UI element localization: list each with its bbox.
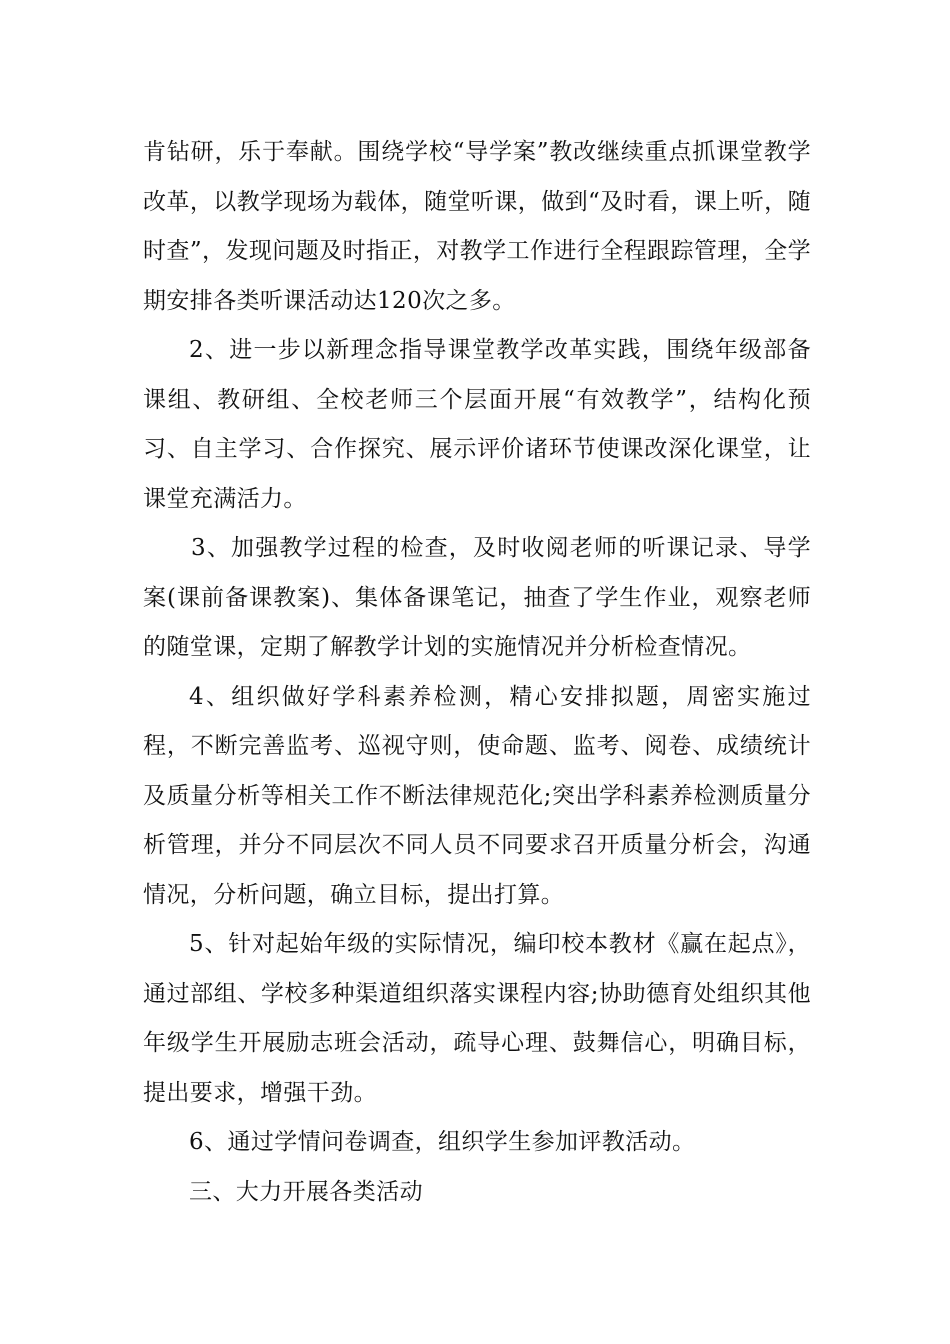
paragraph-item-2: 2、进一步以新理念指导课堂教学改革实践，围绕年级部备课组、教研组、全校老师三个层面开展“有效教学”，结构化预习、自主学习、合作探究、展示评价诸环节使课改深化课堂，让课堂充满活力。 [143, 337, 811, 512]
section-heading-3: 三、大力开展各类活动 [189, 1178, 423, 1205]
paragraph-continuation: 肯钻研，乐于奉献。围绕学校“导学案”教改继续重点抓课堂教学改革，以教学现场为载体，随堂听课，做到“及时看，课上听，随时查”，发现问题及时指正，对教学工作进行全程跟踪管理，全学期安排各类听课活动达120次之多。 [143, 139, 811, 314]
paragraph-item-4: 4、组织做好学科素养检测，精心安排拟题，周密实施过程，不断完善监考、巡视守则，使命题、监考、阅卷、成绩统计及质量分析等相关工作不断法律规范化;突出学科素养检测质量分析管理，并分不同层次不同人员不同要求召开质量分析会，沟通情况，分析问题，确立目标，提出打算。 [143, 683, 811, 908]
paragraph-item-3: 3、加强教学过程的检查，及时收阅老师的听课记录、导学案(课前备课教案)、集体备课笔记，抽查了学生作业，观察老师的随堂课，定期了解教学计划的实施情况并分析检查情况。 [143, 535, 811, 660]
paragraph-item-6: 6、通过学情问卷调查，组织学生参加评教活动。 [189, 1129, 696, 1155]
document-body [143, 128, 811, 1217]
paragraph-item-5: 5、针对起始年级的实际情况，编印校本教材《赢在起点》，通过部组、学校多种渠道组织落实课程内容;协助德育处组织其他年级学生开展励志班会活动，疏导心理、鼓舞信心，明确目标，提出要求，增强干劲。 [143, 931, 811, 1106]
